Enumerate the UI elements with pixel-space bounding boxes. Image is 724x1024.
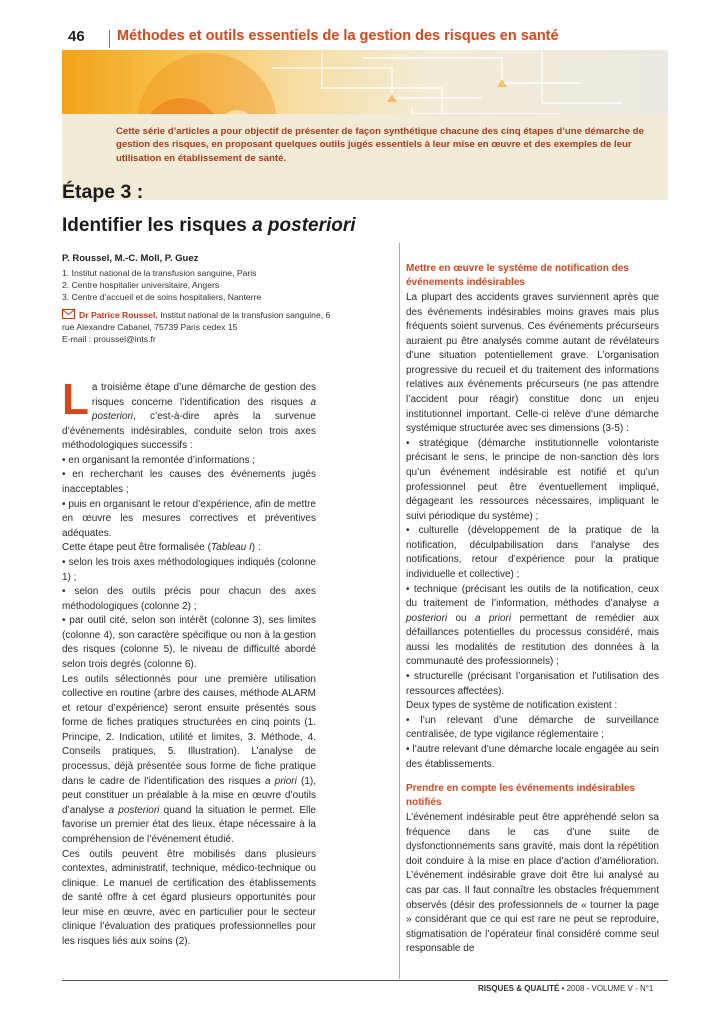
- correspondence: [62, 309, 332, 346]
- paragraph: L’événement indésirable peut être appréhendé selon sa fréquence dans le cas d’une suite de dysfonctionnements sans gravité, mais dont la répétition doit conduire à la mise en place d’action d’amélioration. L’événement indésirable grave doit être lui analysé au cas par cas. Il faut connaître les obstacles fréquemment observés (désir des professionnels de « tourner la page » considérant que ce qui est rare ne peut se reproduire, stigmatisation de l’opérateur final considéré comme seul responsable de: [406, 812, 659, 955]
- bullet-item: • structurelle (précisant l’organisation et l’utilisation des ressources affectées).: [406, 671, 659, 697]
- correspondent-address: , Institut national de la transfusion sanguine, 6 rue Alexandre Cabanel, 75739 Paris cedex 15: [62, 310, 331, 333]
- article-title-italic: a posteriori: [252, 215, 356, 236]
- italic-run: a posteriori: [108, 804, 160, 816]
- column-divider: [399, 243, 400, 979]
- text-run: (1), peut constituer un préalable à la mise en œuvre d’outils d’analyse: [62, 775, 316, 816]
- affiliation-item: 3. Centre d’accueil et de soins hospitaliers, Nanterre: [62, 292, 262, 303]
- article-title-text: Identifier les risques: [62, 215, 253, 236]
- bullet-item: • par outil cité, selon son intérêt (colonne 3), ses limites (colonne 4), son caractère spécifique ou non à la gestion des risques (colonne 5), le niveau de difficulté abordé selon trois degrés (colonne 6).: [62, 615, 316, 670]
- journal-name: RISQUES & QUALITÉ: [478, 984, 560, 993]
- text-run: , c’est-à-dire après la survenue d’événements indésirables, conduite selon trois axes méthodologiques successifs :: [62, 411, 316, 452]
- bullet-item: • culturelle (développement de la pratique de la notification, déculpabilisation dans l’analyse des notifications, retour d’expérience pour la pratique individuelle et collective) ;: [406, 525, 659, 580]
- intro-text: Cette série d’articles a pour objectif de présenter de façon synthétique chacune des cinq étapes d’une démarche de gestion des risques, en proposant quelques outils jugés essentiels à leur mise en œuvre et des exemples de leur utilisation en établissement de santé.: [116, 126, 644, 164]
- footer-divider: [62, 980, 668, 981]
- affiliations: [62, 267, 322, 304]
- italic-run: a priori: [264, 775, 297, 787]
- journal-issue: • 2008 - VOLUME V - N°1: [559, 984, 654, 993]
- bullet-item: • stratégique (démarche institutionnelle volontariste précisant le sens, le principe de non-sanction dès lors qu’un événement indésirable est notifié et qu’un professionnel peut être éventuellement impliqué, dégageant les ressources nécessaires, impliquant le suivi périodique du système) ;: [406, 437, 659, 522]
- text-run: • technique (précisant les outils de la notification, ceux du traitement de l’information, méthodes d’analyse: [406, 583, 659, 610]
- text-run: permettant de remédier aux défaillances potentielles du processus considéré, mais aussi les modalités de restitution des données à la communauté des professionnels) ;: [406, 612, 659, 668]
- bullet-item: • l’autre relevant d’une démarche locale engagée au sein des établissements.: [406, 743, 659, 770]
- bullet-item: [406, 583, 659, 670]
- paragraph: [62, 375, 316, 454]
- correspondent-email[interactable]: E-mail : proussel@ints.fr: [62, 334, 156, 345]
- correspondent-name: Dr Patrice Roussel: [79, 310, 156, 320]
- right-column: [406, 262, 659, 957]
- paragraph: [62, 541, 316, 556]
- italic-run: a posteriori: [406, 598, 659, 624]
- paragraph: [62, 673, 316, 848]
- text-run: Cette étape peut être formalisée (: [62, 542, 211, 554]
- left-column: [62, 375, 316, 950]
- text-run: quand la situation le permet. Elle favorise un premier état des lieux, étape nécessaire à la compréhension de l’événement étudié.: [62, 804, 316, 845]
- section-heading: Prendre en compte les événements indésirables notifiés: [406, 783, 635, 809]
- page-number: 46: [68, 28, 85, 45]
- step-title: Étape 3 :: [62, 181, 144, 203]
- text-run: Les outils sélectionnés pour une première utilisation collective en routine (arbre des causes, méthode ALARM et retour d’expérience) seront ensuite présentés sous forme de fiches pratiques structurées en cinq points (1. Principe, 2. Indication, utilité et limites, 3. Méthode, 4. Conseils pratiques, 5. Illustration). L’analyse de processus, déjà présentée sous forme de fiche pratique dans le cadre de l’identification des risques: [62, 673, 316, 787]
- bullet-item: • l’un relevant d’une démarche de surveillance centralisée, de type vigilance réglementaire ;: [406, 714, 659, 741]
- drop-cap: L: [62, 375, 89, 424]
- italic-run: a priori: [474, 612, 512, 624]
- article-title: [62, 215, 356, 237]
- italic-run: a posteriori: [91, 396, 316, 423]
- bullet-item: • selon les trois axes méthodologiques indiqués (colonne 1) ;: [62, 556, 316, 583]
- paragraph: Deux types de système de notification existent :: [406, 700, 618, 712]
- italic-run: Tableau I: [210, 542, 252, 554]
- bullet-item: • en organisant la remontée d’informations ;: [62, 454, 256, 466]
- envelope-icon: [62, 309, 75, 319]
- bullet-item: • selon des outils précis pour chacun des axes méthodologiques (colonne 2) ;: [62, 586, 316, 612]
- series-title: Méthodes et outils essentiels de la gestion des risques en santé: [117, 28, 559, 44]
- section-heading: Mettre en œuvre le système de notification des événements indésirables: [406, 263, 629, 288]
- affiliation-item: 1. Institut national de la transfusion sanguine, Paris: [62, 268, 257, 278]
- paragraph: La plupart des accidents graves surviennent après que des événements indésirables moins graves mais plus fréquents soient survenus. Ces événements précurseurs auraient pu être analysés comme autant de révélateurs d’une situation potentiellement grave. L’organisation progressive du recueil et du traitement des informations relatives aux événements précurseurs (ne pas attendre l’accident pour réagir) constitue donc un enjeu institutionnel important. Celle-ci relève d’une démarche systémique structurée avec ses dimensions (3-5) :: [406, 292, 659, 435]
- affiliation-item: 2. Centre hospitalier universitaire, Angers: [62, 280, 220, 291]
- bullet-item: • en recherchant les causes des événements jugés inacceptables ;: [62, 469, 316, 496]
- text-run: a troisième étape d’une démarche de gestion des risques concerne l’identification des risques: [91, 382, 316, 408]
- footer: [478, 984, 653, 993]
- text-run: ou: [447, 612, 475, 624]
- authors: P. Roussel, M.-C. Moll, P. Guez: [62, 253, 199, 264]
- header-divider: [109, 30, 110, 48]
- text-run: ) :: [251, 542, 261, 554]
- paragraph: Ces outils peuvent être mobilisés dans plusieurs contextes, administratif, technique, médico-technique ou clinique. Le manuel de certification des établissements de santé offre à cet égard plusieurs opportunités pour leur mise en œuvre, avec en particulier pour le secteur clinique l’évaluation des pratiques professionnelles pour les risques liés aux soins (2).: [62, 848, 316, 947]
- bullet-item: • puis en organisant le retour d’expérience, afin de mettre en œuvre les mesures correctives et préventives adéquates.: [62, 498, 316, 539]
